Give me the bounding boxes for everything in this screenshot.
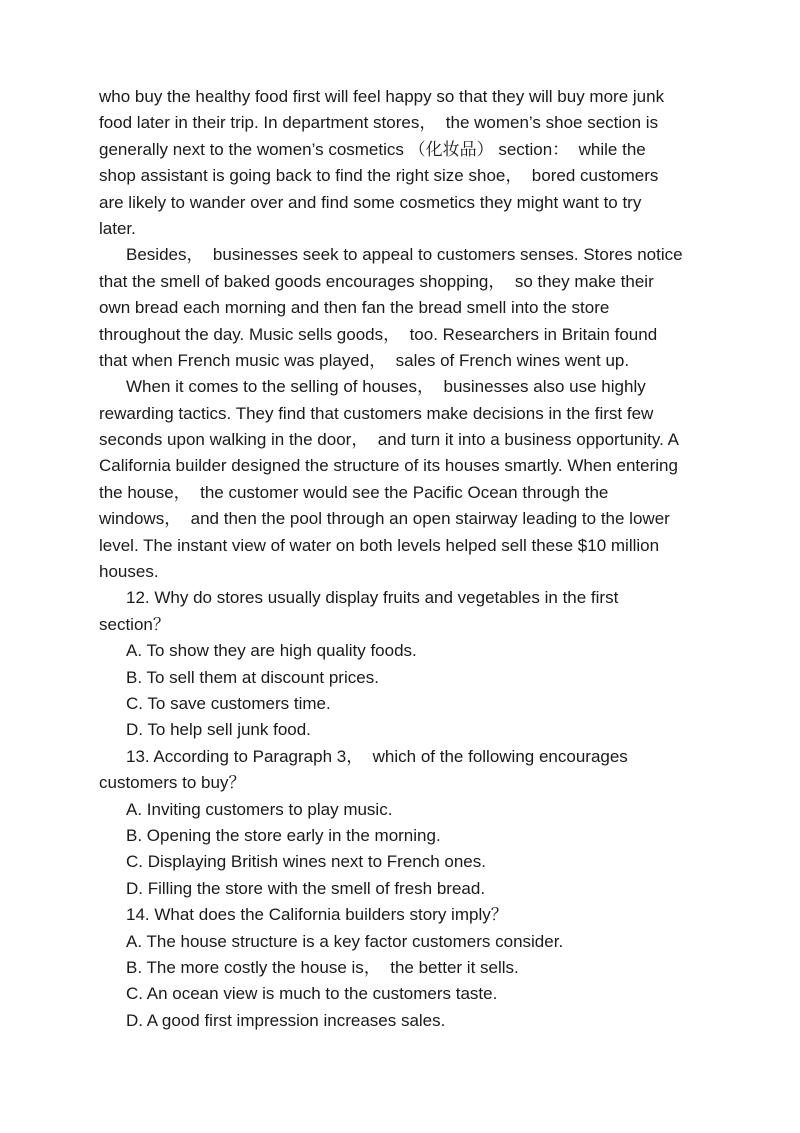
text-line: 12. Why do stores usually display fruits and vegetables in the first [126, 588, 619, 608]
text-line: shop assistant is going back to find the right size shoe， bored customers [99, 166, 659, 186]
text-line: are likely to wander over and find some cosmetics they might want to try [99, 192, 642, 212]
text-line: D. To help sell junk food. [126, 720, 311, 740]
text-line: When it comes to the selling of houses， businesses also use highly [126, 377, 646, 397]
text-line: B. To sell them at discount prices. [126, 667, 379, 687]
text-line: the house， the customer would see the Pacific Ocean through the [99, 482, 609, 502]
text-line: A. The house structure is a key factor customers consider. [126, 931, 564, 951]
text-line: that the smell of baked goods encourages shopping， so they make their [99, 271, 654, 291]
text-line: C. Displaying British wines next to French ones. [126, 852, 486, 872]
text-line: generally next to the women’s cosmetics （化妆品） section： while the [99, 139, 646, 159]
text-line: rewarding tactics. They find that customers make decisions in the first few [99, 403, 654, 423]
text-line: seconds upon walking in the door， and turn it into a business opportunity. A [99, 430, 679, 450]
text-line: section？ [99, 614, 170, 634]
text-line: California builder designed the structure of its houses smartly. When entering [99, 456, 678, 476]
text-line: B. Opening the store early in the morning. [126, 825, 441, 845]
text-line: who buy the healthy food first will feel happy so that they will buy more junk [99, 87, 665, 106]
text-line: own bread each morning and then fan the bread smell into the store [99, 298, 610, 318]
text-line: that when French music was played， sales of French wines went up. [99, 350, 630, 370]
text-line: B. The more costly the house is， the better it sells. [126, 957, 519, 977]
text-line: C. To save customers time. [126, 693, 331, 713]
text-line: A. To show they are high quality foods. [126, 641, 417, 661]
text-line: A. Inviting customers to play music. [126, 799, 393, 819]
text-line: D. A good first impression increases sales. [126, 1010, 446, 1030]
text-line: food later in their trip. In department stores， the women’s shoe section is [99, 113, 659, 133]
text-line: houses. [99, 562, 159, 582]
text-line: 14. What does the California builders story imply？ [126, 905, 508, 925]
text-line: windows， and then the pool through an open stairway leading to the lower [99, 509, 670, 529]
text-line: 13. According to Paragraph 3， which of the following encourages [126, 746, 628, 766]
text-line: Besides， businesses seek to appeal to customers senses. Stores notice [126, 245, 683, 265]
text-line: throughout the day. Music sells goods， too. Researchers in Britain found [99, 324, 658, 344]
text-line: level. The instant view of water on both levels helped sell these $10 million [99, 535, 660, 555]
text-line: customers to buy？ [99, 773, 246, 793]
document-body [99, 84, 709, 1034]
text-line: later. [99, 218, 136, 238]
text-line: C. An ocean view is much to the customers taste. [126, 984, 498, 1004]
text-line: D. Filling the store with the smell of fresh bread. [126, 878, 486, 898]
